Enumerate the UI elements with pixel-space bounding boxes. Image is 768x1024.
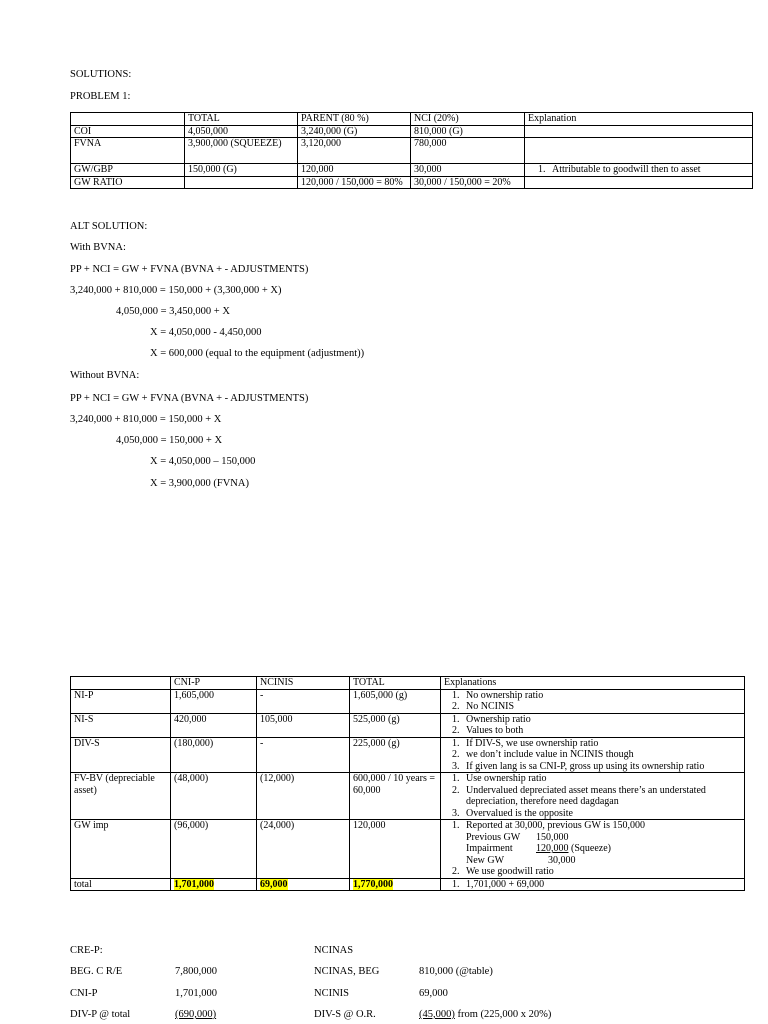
ncinas-label: NCINAS, BEG — [314, 966, 380, 977]
table-cell: 4,050,000 — [185, 125, 298, 138]
ncinas-title: NCINAS — [314, 945, 354, 956]
table-cell: 600,000 / 10 years = 60,000 — [350, 773, 441, 820]
equation-line: 4,050,000 = 150,000 + X — [116, 435, 223, 446]
equation-line: X = 3,900,000 (FVNA) — [150, 478, 249, 489]
equation-line: PP + NCI = GW + FVNA (BVNA + - ADJUSTMENTS) — [70, 393, 309, 404]
table-cell: 810,000 (G) — [411, 125, 525, 138]
gw-new-label: New GW — [466, 854, 505, 866]
table-cell — [441, 773, 745, 820]
table-cell — [525, 138, 753, 164]
explanation-item: 1. Ownership ratio — [462, 714, 741, 726]
total-cnip: 1,701,000 — [174, 878, 214, 890]
table-cell: 120,000 — [350, 820, 441, 879]
gw-imp-value: 120,000 — [536, 843, 569, 854]
table-cell: 30,000 / 150,000 = 20% — [411, 176, 525, 189]
table-row — [71, 737, 745, 773]
gw-new-line — [466, 855, 576, 866]
table-cell: (96,000) — [171, 820, 257, 879]
table-row — [71, 689, 745, 713]
table-cell: NI-S — [71, 713, 171, 737]
table-cell — [185, 176, 298, 189]
explanation-item: 1. Attributable to goodwill then to asset — [548, 164, 749, 176]
table-cell: GW/GBP — [71, 164, 185, 177]
table-cell — [441, 713, 745, 737]
table-cell: COI — [71, 125, 185, 138]
header-cell: NCI (20%) — [411, 113, 525, 126]
ncinas-label: DIV-S @ O.R. — [314, 1009, 376, 1020]
table-cell: (24,000) — [257, 820, 350, 879]
table-cell — [350, 878, 441, 891]
explanation-item: 3. If given lang is sa CNI-P, gross up using its ownership ratio — [462, 761, 741, 773]
table-cell: 780,000 — [411, 138, 525, 164]
explanation-item: 2. Undervalued depreciated asset means there’s an understated depreciation, therefore need dagdagan — [462, 785, 741, 808]
table-cell — [257, 878, 350, 891]
table-cell: - — [257, 689, 350, 713]
cre-label: DIV-P @ total — [70, 1009, 131, 1020]
table-cell: - — [257, 737, 350, 773]
table-cell: NI-P — [71, 689, 171, 713]
table-cell: 30,000 — [411, 164, 525, 177]
table-problem-1 — [70, 112, 753, 189]
header-cell — [71, 677, 171, 690]
table-cell: (180,000) — [171, 737, 257, 773]
table-cell: 120,000 / 150,000 = 80% — [298, 176, 411, 189]
explanation-item: 2. we don’t include value in NCINIS though — [462, 749, 741, 761]
without-bvna-label: Without BVNA: — [70, 370, 140, 381]
table-cell — [441, 878, 745, 891]
table-row — [71, 773, 745, 820]
table-cell: (12,000) — [257, 773, 350, 820]
ncinas-value: (45,000) — [419, 1009, 455, 1020]
explanation-item — [462, 820, 741, 866]
explanation-item: 2. No NCINIS — [462, 701, 741, 713]
table-cell — [441, 737, 745, 773]
total-ncinis: 69,000 — [260, 878, 288, 890]
ncinas-value: 69,000 — [419, 988, 448, 999]
table-income — [70, 676, 745, 891]
problem-heading: PROBLEM 1: — [70, 91, 131, 102]
table-row — [71, 164, 753, 177]
table-cell — [525, 125, 753, 138]
table-cell: 150,000 (G) — [185, 164, 298, 177]
equation-line: X = 4,050,000 - 4,450,000 — [150, 327, 262, 338]
ncinas-label: NCINIS — [314, 988, 350, 999]
with-bvna-label: With BVNA: — [70, 242, 126, 253]
table-row — [71, 713, 745, 737]
equation-line: PP + NCI = GW + FVNA (BVNA + - ADJUSTMENTS) — [70, 264, 309, 275]
table-cell: 1,605,000 — [171, 689, 257, 713]
table-cell: 105,000 — [257, 713, 350, 737]
table-cell — [171, 878, 257, 891]
table-cell: 225,000 (g) — [350, 737, 441, 773]
ncinas-note: from (225,000 x 20%) — [454, 1009, 552, 1020]
cre-title: CRE-P: — [70, 945, 103, 956]
table-cell: 525,000 (g) — [350, 713, 441, 737]
gw-explanation: Reported at 30,000, previous GW is 150,000 — [466, 820, 645, 831]
table-row-total — [71, 878, 745, 891]
table-cell — [441, 689, 745, 713]
table-cell — [525, 176, 753, 189]
cre-value: 1,701,000 — [175, 988, 217, 999]
table-cell: total — [71, 878, 171, 891]
table-cell — [441, 820, 745, 879]
explanation-item: 1. No ownership ratio — [462, 690, 741, 702]
explanation-item: 1. Use ownership ratio — [462, 773, 741, 785]
table-cell: 3,240,000 (G) — [298, 125, 411, 138]
gw-prev-label: Previous GW — [466, 831, 521, 843]
gw-prev-value: 150,000 — [536, 831, 569, 843]
ncinas-value-line — [419, 1009, 551, 1021]
table-cell: GW imp — [71, 820, 171, 879]
table-cell: DIV-S — [71, 737, 171, 773]
equation-line: X = 600,000 (equal to the equipment (adjustment)) — [150, 348, 365, 359]
explanation-item: 2. Values to both — [462, 725, 741, 737]
header-cell: TOTAL — [185, 113, 298, 126]
header-cell: Explanations — [441, 677, 745, 690]
equation-line: 3,240,000 + 810,000 = 150,000 + X — [70, 414, 222, 425]
gw-imp-line — [466, 843, 611, 854]
header-cell: CNI-P — [171, 677, 257, 690]
gw-prev-line — [466, 832, 569, 843]
table-cell: 120,000 — [298, 164, 411, 177]
table-cell: (48,000) — [171, 773, 257, 820]
table-row — [71, 820, 745, 879]
table-cell: 3,900,000 (SQUEEZE) — [185, 138, 298, 164]
table-cell: 1,605,000 (g) — [350, 689, 441, 713]
table-cell: GW RATIO — [71, 176, 185, 189]
cre-label: CNI-P — [70, 988, 98, 999]
solutions-heading: SOLUTIONS: — [70, 69, 132, 80]
header-cell: PARENT (80 %) — [298, 113, 411, 126]
explanation-item: 3. Overvalued is the opposite — [462, 808, 741, 820]
explanation-item: 2. We use goodwill ratio — [462, 866, 741, 878]
cre-value: (690,000) — [175, 1009, 217, 1020]
cre-label: BEG. C R/E — [70, 966, 123, 977]
table-cell: 420,000 — [171, 713, 257, 737]
equation-line: 3,240,000 + 810,000 = 150,000 + (3,300,000 + X) — [70, 285, 282, 296]
table-row — [71, 138, 753, 164]
gw-imp-note: (Squeeze) — [571, 843, 611, 854]
header-cell: TOTAL — [350, 677, 441, 690]
table-cell — [525, 164, 753, 177]
equation-line: 4,050,000 = 3,450,000 + X — [116, 306, 230, 317]
explanation-item: 1. If DIV-S, we use ownership ratio — [462, 738, 741, 750]
table-cell: FVNA — [71, 138, 185, 164]
gw-new-value: 30,000 — [548, 854, 576, 866]
header-cell: Explanation — [525, 113, 753, 126]
ncinas-value: 810,000 (@table) — [419, 966, 493, 977]
total-total: 1,770,000 — [353, 878, 393, 890]
alt-solution-title: ALT SOLUTION: — [70, 221, 148, 232]
table-cell: 3,120,000 — [298, 138, 411, 164]
explanation-item: 1. 1,701,000 + 69,000 — [462, 879, 741, 891]
table-row — [71, 125, 753, 138]
header-cell: NCINIS — [257, 677, 350, 690]
header-cell — [71, 113, 185, 126]
gw-imp-label: Impairment — [466, 843, 513, 854]
table-header-row — [71, 677, 745, 690]
equation-line: X = 4,050,000 – 150,000 — [150, 456, 256, 467]
cre-value: 7,800,000 — [175, 966, 217, 977]
table-cell: FV-BV (depreciable asset) — [71, 773, 171, 820]
table-header-row — [71, 113, 753, 126]
table-row — [71, 176, 753, 189]
